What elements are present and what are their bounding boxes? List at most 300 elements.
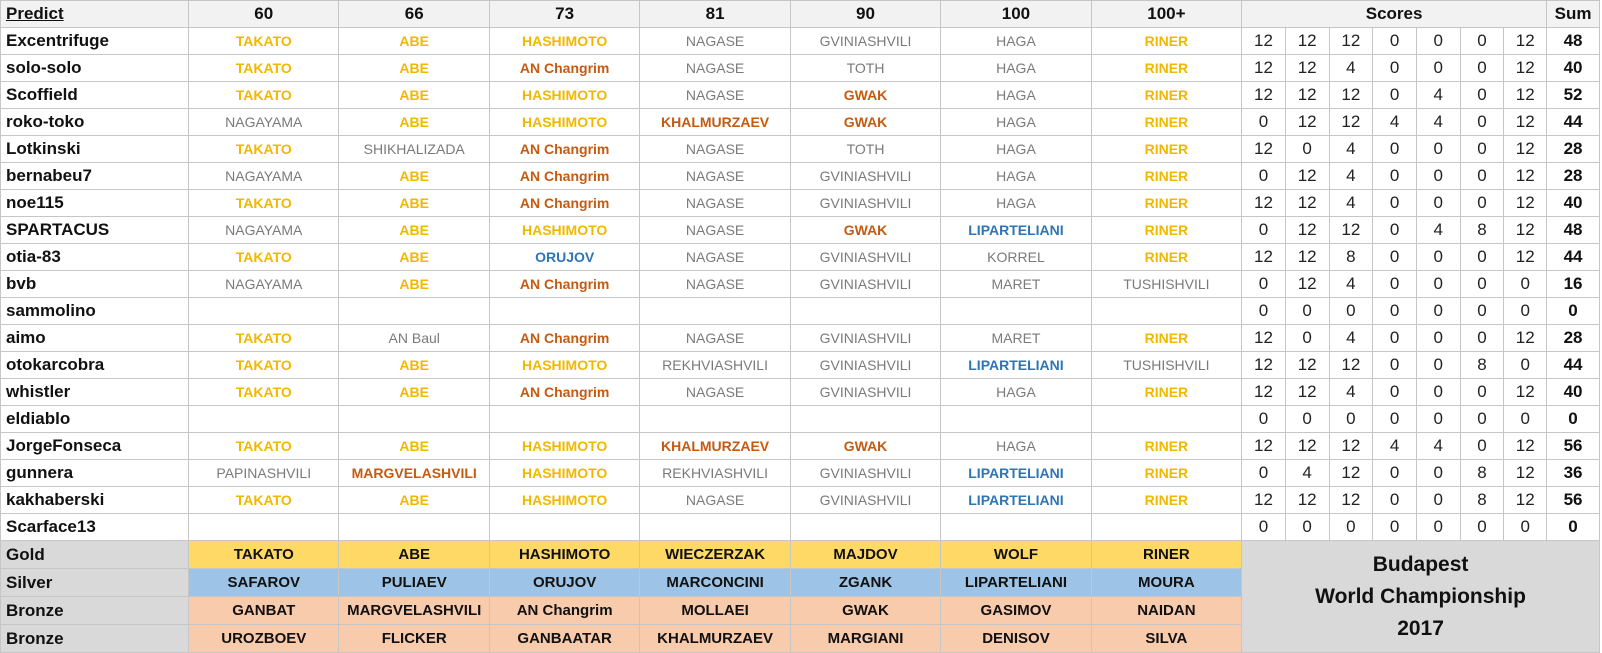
pick-cell: RINER (1091, 28, 1241, 55)
player-name: otokarcobra (1, 352, 189, 379)
pick-cell (189, 514, 339, 541)
pick-cell: NAGASE (640, 217, 790, 244)
score-cell: 4 (1373, 433, 1417, 460)
medalist-cell: ZGANK (790, 569, 940, 597)
score-cell: 12 (1285, 82, 1329, 109)
pick-cell: KHALMURZAEV (640, 433, 790, 460)
score-cell: 0 (1242, 460, 1286, 487)
score-cell: 12 (1242, 352, 1286, 379)
score-cell: 0 (1329, 514, 1373, 541)
player-name: aimo (1, 325, 189, 352)
score-cell: 0 (1242, 217, 1286, 244)
pick-cell (790, 406, 940, 433)
pick-cell: GVINIASHVILI (790, 352, 940, 379)
pick-cell (339, 406, 489, 433)
table-row (1, 28, 1600, 55)
pick-cell: RINER (1091, 163, 1241, 190)
score-cell: 12 (1504, 379, 1547, 406)
sum-cell: 28 (1547, 163, 1600, 190)
pick-cell: KHALMURZAEV (640, 109, 790, 136)
score-cell: 12 (1329, 433, 1373, 460)
weight-header-66: 66 (339, 1, 489, 28)
pick-cell: ABE (339, 190, 489, 217)
player-name: solo-solo (1, 55, 189, 82)
score-cell: 12 (1242, 28, 1286, 55)
player-name: bernabeu7 (1, 163, 189, 190)
pick-cell: HASHIMOTO (489, 28, 639, 55)
score-cell: 0 (1416, 136, 1460, 163)
weight-header-60: 60 (189, 1, 339, 28)
score-cell: 0 (1416, 325, 1460, 352)
score-cell: 12 (1504, 28, 1547, 55)
pick-cell (941, 298, 1091, 325)
pick-cell (941, 406, 1091, 433)
event-city: Budapest (1372, 552, 1469, 576)
player-name: sammolino (1, 298, 189, 325)
score-cell: 0 (1329, 406, 1373, 433)
pick-cell: RINER (1091, 190, 1241, 217)
pick-cell: RINER (1091, 460, 1241, 487)
score-cell: 0 (1373, 28, 1417, 55)
score-cell: 0 (1242, 271, 1286, 298)
score-cell: 0 (1460, 298, 1504, 325)
score-cell: 0 (1416, 271, 1460, 298)
pick-cell: HASHIMOTO (489, 487, 639, 514)
score-cell: 12 (1285, 163, 1329, 190)
score-cell: 12 (1504, 244, 1547, 271)
score-cell: 0 (1460, 136, 1504, 163)
score-cell: 12 (1329, 217, 1373, 244)
score-cell: 12 (1285, 433, 1329, 460)
pick-cell: AN Changrim (489, 55, 639, 82)
score-cell: 12 (1242, 55, 1286, 82)
pick-cell: TUSHISHVILI (1091, 271, 1241, 298)
pick-cell: HAGA (941, 163, 1091, 190)
table-row (1, 190, 1600, 217)
predict-header: Predict (1, 1, 189, 28)
pick-cell: TAKATO (189, 433, 339, 460)
pick-cell: ABE (339, 379, 489, 406)
score-cell: 0 (1504, 406, 1547, 433)
medal-label: Gold (1, 541, 189, 569)
weight-header-73: 73 (489, 1, 639, 28)
sum-cell: 28 (1547, 325, 1600, 352)
pick-cell: NAGASE (640, 487, 790, 514)
score-cell: 0 (1373, 55, 1417, 82)
score-cell: 4 (1329, 190, 1373, 217)
pick-cell: NAGASE (640, 325, 790, 352)
score-cell: 0 (1373, 217, 1417, 244)
event-year: 2017 (1397, 616, 1444, 640)
score-cell: 0 (1416, 460, 1460, 487)
pick-cell: TAKATO (189, 190, 339, 217)
table-row (1, 433, 1600, 460)
scores-header: Scores (1242, 1, 1547, 28)
score-cell: 4 (1329, 55, 1373, 82)
pick-cell: HASHIMOTO (489, 352, 639, 379)
score-cell: 0 (1460, 379, 1504, 406)
score-cell: 8 (1460, 217, 1504, 244)
pick-cell: HASHIMOTO (489, 82, 639, 109)
score-cell: 0 (1373, 379, 1417, 406)
score-cell: 0 (1460, 514, 1504, 541)
pick-cell (339, 298, 489, 325)
pick-cell: ABE (339, 271, 489, 298)
score-cell: 12 (1285, 109, 1329, 136)
medalist-cell: RINER (1091, 541, 1241, 569)
score-cell: 12 (1329, 487, 1373, 514)
score-cell: 0 (1242, 406, 1286, 433)
score-cell: 0 (1460, 109, 1504, 136)
pick-cell: RINER (1091, 244, 1241, 271)
score-cell: 0 (1460, 82, 1504, 109)
weight-header-90: 90 (790, 1, 940, 28)
score-cell: 12 (1285, 487, 1329, 514)
score-cell: 0 (1460, 271, 1504, 298)
score-cell: 0 (1460, 163, 1504, 190)
player-name: Scoffield (1, 82, 189, 109)
player-name: whistler (1, 379, 189, 406)
pick-cell (189, 298, 339, 325)
pick-cell: HAGA (941, 379, 1091, 406)
pick-cell (1091, 298, 1241, 325)
score-cell: 0 (1416, 487, 1460, 514)
score-cell: 0 (1242, 109, 1286, 136)
score-cell: 4 (1329, 136, 1373, 163)
score-cell: 0 (1285, 136, 1329, 163)
score-cell: 4 (1329, 163, 1373, 190)
score-cell: 12 (1504, 433, 1547, 460)
sum-cell: 36 (1547, 460, 1600, 487)
pick-cell: AN Changrim (489, 271, 639, 298)
score-cell: 12 (1504, 487, 1547, 514)
pick-cell: HAGA (941, 55, 1091, 82)
sum-cell: 0 (1547, 298, 1600, 325)
pick-cell: LIPARTELIANI (941, 352, 1091, 379)
weight-header-100-plus: 100+ (1091, 1, 1241, 28)
score-cell: 12 (1504, 190, 1547, 217)
score-cell: 0 (1460, 406, 1504, 433)
score-cell: 0 (1285, 325, 1329, 352)
pick-cell: HAGA (941, 136, 1091, 163)
table-row (1, 136, 1600, 163)
table-row (1, 460, 1600, 487)
medalist-cell: FLICKER (339, 625, 489, 653)
score-cell: 12 (1285, 271, 1329, 298)
pick-cell: ABE (339, 217, 489, 244)
table-row (1, 217, 1600, 244)
player-name: SPARTACUS (1, 217, 189, 244)
pick-cell: GVINIASHVILI (790, 163, 940, 190)
pick-cell: TAKATO (189, 487, 339, 514)
player-name: Lotkinski (1, 136, 189, 163)
pick-cell: NAGASE (640, 163, 790, 190)
table-row (1, 406, 1600, 433)
score-cell: 12 (1242, 325, 1286, 352)
score-cell: 12 (1504, 82, 1547, 109)
pick-cell: RINER (1091, 433, 1241, 460)
pick-cell: GVINIASHVILI (790, 190, 940, 217)
pick-cell (489, 514, 639, 541)
pick-cell: ABE (339, 82, 489, 109)
medal-label: Bronze (1, 597, 189, 625)
pick-cell: RINER (1091, 109, 1241, 136)
pick-cell: LIPARTELIANI (941, 217, 1091, 244)
score-cell: 4 (1329, 325, 1373, 352)
score-cell: 0 (1373, 136, 1417, 163)
pick-cell (189, 406, 339, 433)
medalist-cell: GWAK (790, 597, 940, 625)
medalist-cell: PULIAEV (339, 569, 489, 597)
pick-cell (790, 298, 940, 325)
pick-cell: HASHIMOTO (489, 460, 639, 487)
pick-cell: RINER (1091, 325, 1241, 352)
score-cell: 0 (1373, 163, 1417, 190)
score-cell: 0 (1373, 460, 1417, 487)
pick-cell: NAGASE (640, 136, 790, 163)
medalist-cell: MARCONCINI (640, 569, 790, 597)
pick-cell: AN Changrim (489, 379, 639, 406)
score-cell: 12 (1285, 28, 1329, 55)
score-cell: 0 (1460, 325, 1504, 352)
pick-cell: AN Changrim (489, 136, 639, 163)
pick-cell: NAGASE (640, 82, 790, 109)
pick-cell: MARET (941, 271, 1091, 298)
pick-cell: NAGAYAMA (189, 217, 339, 244)
pick-cell (790, 514, 940, 541)
pick-cell: ABE (339, 28, 489, 55)
score-cell: 12 (1285, 190, 1329, 217)
sum-cell: 44 (1547, 244, 1600, 271)
weight-header-100: 100 (941, 1, 1091, 28)
score-cell: 0 (1373, 82, 1417, 109)
medalist-cell: WIECZERZAK (640, 541, 790, 569)
score-cell: 12 (1329, 460, 1373, 487)
score-cell: 0 (1416, 190, 1460, 217)
score-cell: 0 (1373, 298, 1417, 325)
pick-cell (1091, 406, 1241, 433)
pick-cell (640, 298, 790, 325)
score-cell: 0 (1373, 271, 1417, 298)
pick-cell: ABE (339, 55, 489, 82)
pick-cell: TAKATO (189, 55, 339, 82)
sum-cell: 44 (1547, 352, 1600, 379)
score-cell: 0 (1416, 352, 1460, 379)
score-cell: 4 (1285, 460, 1329, 487)
score-cell: 0 (1416, 298, 1460, 325)
pick-cell: ABE (339, 352, 489, 379)
sum-cell: 56 (1547, 433, 1600, 460)
pick-cell: RINER (1091, 55, 1241, 82)
sum-cell: 0 (1547, 514, 1600, 541)
pick-cell: TAKATO (189, 325, 339, 352)
score-cell: 0 (1373, 487, 1417, 514)
sum-cell: 40 (1547, 379, 1600, 406)
pick-cell: RINER (1091, 487, 1241, 514)
score-cell: 0 (1504, 298, 1547, 325)
score-cell: 0 (1460, 28, 1504, 55)
pick-cell: AN Changrim (489, 163, 639, 190)
table-row (1, 487, 1600, 514)
score-cell: 12 (1242, 244, 1286, 271)
pick-cell: NAGASE (640, 55, 790, 82)
medal-row-gold (1, 541, 1600, 569)
medalist-cell: LIPARTELIANI (941, 569, 1091, 597)
score-cell: 12 (1329, 82, 1373, 109)
table-row (1, 244, 1600, 271)
player-name: gunnera (1, 460, 189, 487)
pick-cell: ABE (339, 244, 489, 271)
pick-cell: NAGAYAMA (189, 271, 339, 298)
pick-cell: HAGA (941, 190, 1091, 217)
medalist-cell: ORUJOV (489, 569, 639, 597)
score-cell: 12 (1504, 163, 1547, 190)
medalist-cell: GANBAT (189, 597, 339, 625)
score-cell: 0 (1285, 406, 1329, 433)
pick-cell: MARGVELASHVILI (339, 460, 489, 487)
sum-cell: 56 (1547, 487, 1600, 514)
player-name: otia-83 (1, 244, 189, 271)
pick-cell: GVINIASHVILI (790, 325, 940, 352)
pick-cell: TAKATO (189, 28, 339, 55)
pick-cell: GWAK (790, 109, 940, 136)
player-name: eldiablo (1, 406, 189, 433)
score-cell: 0 (1416, 244, 1460, 271)
score-cell: 0 (1416, 28, 1460, 55)
sum-cell: 40 (1547, 55, 1600, 82)
score-cell: 12 (1242, 487, 1286, 514)
table-row (1, 271, 1600, 298)
pick-cell: PAPINASHVILI (189, 460, 339, 487)
medalist-cell: UROZBOEV (189, 625, 339, 653)
score-cell: 8 (1329, 244, 1373, 271)
score-cell: 0 (1416, 163, 1460, 190)
score-cell: 0 (1416, 55, 1460, 82)
score-cell: 0 (1373, 325, 1417, 352)
pick-cell: GWAK (790, 433, 940, 460)
pick-cell: AN Baul (339, 325, 489, 352)
score-cell: 8 (1460, 487, 1504, 514)
pick-cell: TAKATO (189, 136, 339, 163)
pick-cell (489, 406, 639, 433)
medalist-cell: SILVA (1091, 625, 1241, 653)
table-row (1, 55, 1600, 82)
score-cell: 12 (1329, 28, 1373, 55)
sum-cell: 48 (1547, 217, 1600, 244)
player-name: Scarface13 (1, 514, 189, 541)
score-cell: 12 (1285, 217, 1329, 244)
score-cell: 0 (1285, 298, 1329, 325)
score-cell: 0 (1242, 163, 1286, 190)
pick-cell: ABE (339, 163, 489, 190)
score-cell: 12 (1285, 352, 1329, 379)
pick-cell: GWAK (790, 217, 940, 244)
score-cell: 0 (1373, 352, 1417, 379)
score-cell: 12 (1242, 136, 1286, 163)
score-cell: 0 (1285, 514, 1329, 541)
score-cell: 12 (1285, 379, 1329, 406)
pick-cell: NAGASE (640, 244, 790, 271)
score-cell: 4 (1416, 433, 1460, 460)
event-name: World Championship (1315, 584, 1526, 608)
medalist-cell: GANBAATAR (489, 625, 639, 653)
pick-cell: REKHVIASHVILI (640, 460, 790, 487)
medal-label: Bronze (1, 625, 189, 653)
pick-cell: SHIKHALIZADA (339, 136, 489, 163)
pick-cell: HAGA (941, 28, 1091, 55)
pick-cell: ABE (339, 487, 489, 514)
sum-cell: 52 (1547, 82, 1600, 109)
score-cell: 0 (1460, 55, 1504, 82)
sum-cell: 48 (1547, 28, 1600, 55)
medalist-cell: NAIDAN (1091, 597, 1241, 625)
score-cell: 0 (1460, 433, 1504, 460)
sum-cell: 16 (1547, 271, 1600, 298)
table-row (1, 163, 1600, 190)
medalist-cell: MAJDOV (790, 541, 940, 569)
score-cell: 8 (1460, 460, 1504, 487)
pick-cell: HAGA (941, 433, 1091, 460)
medalist-cell: WOLF (941, 541, 1091, 569)
pick-cell: TAKATO (189, 352, 339, 379)
pick-cell: NAGASE (640, 190, 790, 217)
pick-cell: HASHIMOTO (489, 433, 639, 460)
score-cell: 0 (1416, 406, 1460, 433)
score-cell: 0 (1373, 190, 1417, 217)
medalist-cell: ABE (339, 541, 489, 569)
pick-cell: GVINIASHVILI (790, 244, 940, 271)
weight-header-81: 81 (640, 1, 790, 28)
pick-cell (941, 514, 1091, 541)
medalist-cell: HASHIMOTO (489, 541, 639, 569)
score-cell: 0 (1373, 244, 1417, 271)
table-row (1, 514, 1600, 541)
score-cell: 4 (1329, 271, 1373, 298)
medalist-cell: MOURA (1091, 569, 1241, 597)
medalist-cell: SAFAROV (189, 569, 339, 597)
table-row (1, 325, 1600, 352)
sum-cell: 40 (1547, 190, 1600, 217)
score-cell: 0 (1242, 514, 1286, 541)
pick-cell: GVINIASHVILI (790, 271, 940, 298)
score-cell: 4 (1373, 109, 1417, 136)
pick-cell: KORREL (941, 244, 1091, 271)
score-cell: 12 (1285, 55, 1329, 82)
score-cell: 12 (1285, 244, 1329, 271)
table-row (1, 82, 1600, 109)
pick-cell: RINER (1091, 217, 1241, 244)
player-name: noe115 (1, 190, 189, 217)
medal-label: Silver (1, 569, 189, 597)
pick-cell: GWAK (790, 82, 940, 109)
score-cell: 12 (1504, 460, 1547, 487)
player-name: JorgeFonseca (1, 433, 189, 460)
score-cell: 4 (1416, 217, 1460, 244)
score-cell: 4 (1329, 379, 1373, 406)
score-cell: 0 (1460, 244, 1504, 271)
score-cell: 12 (1329, 352, 1373, 379)
score-cell: 0 (1242, 298, 1286, 325)
score-cell: 0 (1416, 514, 1460, 541)
sum-cell: 44 (1547, 109, 1600, 136)
pick-cell: RINER (1091, 82, 1241, 109)
score-cell: 0 (1373, 514, 1417, 541)
pick-cell: NAGASE (640, 379, 790, 406)
pick-cell: GVINIASHVILI (790, 28, 940, 55)
table-row (1, 352, 1600, 379)
pick-cell: LIPARTELIANI (941, 487, 1091, 514)
pick-cell: RINER (1091, 379, 1241, 406)
